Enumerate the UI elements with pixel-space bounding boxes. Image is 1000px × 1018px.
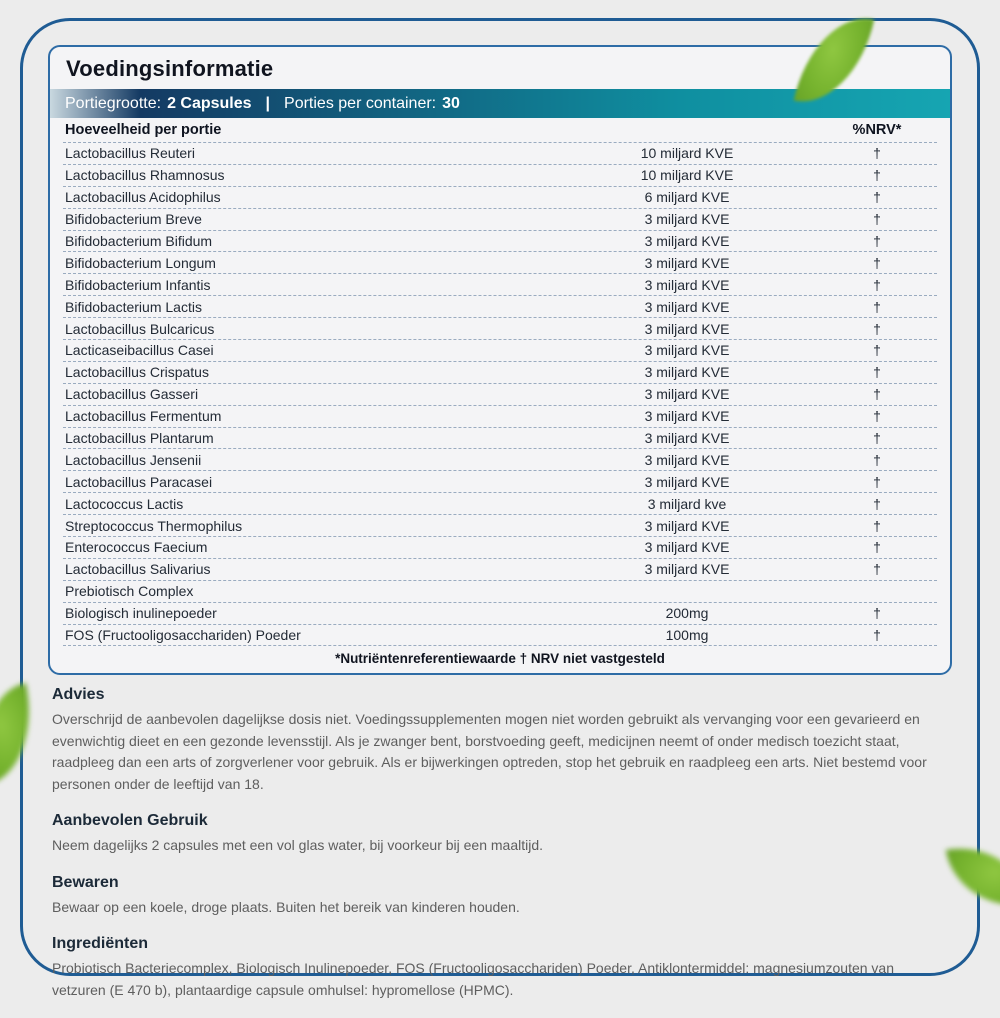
- ingredient-nrv: †: [873, 298, 881, 315]
- ingredient-name: Lactobacillus Bulcaricus: [65, 320, 215, 337]
- table-row: [63, 558, 937, 580]
- ingredient-amount: 200mg: [665, 605, 709, 622]
- ingredient-amount: 3 miljard KVE: [644, 298, 730, 315]
- ingredient-name: Prebiotisch Complex: [65, 583, 194, 600]
- ingredient-amount: 3 miljard KVE: [644, 233, 730, 249]
- ingredient-name: Lactobacillus Paracasei: [65, 473, 213, 490]
- nrv-header: %NRV*: [852, 122, 902, 138]
- section-heading: Bewaren: [52, 873, 119, 891]
- table-row: [63, 339, 937, 361]
- ingredient-name: Lactobacillus Jensenii: [65, 451, 202, 468]
- ingredient-amount: 3 miljard KVE: [644, 276, 730, 293]
- info-sections: [52, 686, 948, 1018]
- ingredient-amount: 3 miljard KVE: [644, 561, 730, 578]
- section-heading: Ingrediënten: [52, 935, 149, 952]
- section-body: Bewaar op een koele, droge plaats. Buiten het bereik van kinderen houden.: [52, 898, 520, 915]
- ingredient-name: Lactobacillus Gasseri: [65, 386, 199, 403]
- table-row: [63, 470, 937, 492]
- ingredient-name: Lactobacillus Acidophilus: [65, 189, 221, 206]
- servings-per-container-label: Porties per container:: [284, 94, 437, 112]
- table-row: [63, 514, 937, 536]
- table-row: [63, 361, 937, 383]
- ingredient-name: Biologisch inulinepoeder: [65, 605, 217, 622]
- table-row: [63, 602, 937, 624]
- ingredient-amount: 3 miljard KVE: [644, 408, 730, 425]
- table-row: [63, 405, 937, 427]
- ingredient-amount: 10 miljard KVE: [640, 167, 734, 184]
- ingredient-amount: 3 miljard kve: [647, 495, 727, 512]
- ingredient-name: Lactobacillus Salivarius: [65, 561, 211, 578]
- bewaren-section: [52, 874, 948, 919]
- ingredient-nrv: †: [873, 517, 881, 534]
- ingredient-amount: 3 miljard KVE: [644, 517, 730, 534]
- servings-per-container-value: 30: [442, 94, 460, 112]
- section-body: Overschrijd de aanbevolen dagelijkse dosis niet. Voedingssupplementen mogen niet worden gebruikt als vervanging voor een gevarieerd en evenwichtig dieet en een gezonde levensstijl. Als je zwanger bent, borstvoeding geeft, medicijnen neemt of onder medisch toezicht staat, raadpleeg dan een arts of zorgverlener voor gebruik. Als er bijwerkingen optreden, stop het gebruik en raadpleeg een arts. Niet bestemd voor personen onder de leeftijd van 18.: [52, 711, 927, 792]
- section-heading: Aanbevolen Gebruik: [52, 812, 208, 829]
- ingredient-nrv: †: [873, 189, 881, 206]
- ingredient-name: Bifidobacterium Lactis: [65, 298, 202, 315]
- leaf-icon: [0, 683, 45, 785]
- table-row: [63, 164, 937, 186]
- table-row: [63, 383, 937, 405]
- ingredienten-section: [52, 935, 948, 1001]
- ingredient-amount: 100mg: [665, 627, 709, 644]
- serving-bar-separator: |: [265, 94, 271, 112]
- table-row: [63, 448, 937, 470]
- amount-per-serving-header: Hoeveelheid per portie: [65, 122, 222, 138]
- table-row: [63, 492, 937, 514]
- ingredient-amount: 3 miljard KVE: [644, 539, 730, 556]
- table-header-row: [63, 118, 937, 142]
- ingredient-amount: 3 miljard KVE: [644, 451, 730, 468]
- ingredient-name: Bifidobacterium Bifidum: [65, 233, 213, 249]
- serving-size-label: Portiegrootte:: [65, 94, 162, 112]
- ingredient-name: Lactobacillus Fermentum: [65, 408, 222, 425]
- table-row: [63, 186, 937, 208]
- section-body: Neem dagelijks 2 capsules met een vol glas water, bij voorkeur bij een maaltijd.: [52, 837, 544, 853]
- ingredient-nrv: †: [873, 605, 881, 622]
- ingredient-name: Lactobacillus Crispatus: [65, 364, 209, 381]
- ingredient-nrv: †: [873, 254, 881, 271]
- ingredient-amount: 10 miljard KVE: [640, 145, 734, 162]
- ingredient-name: Lactococcus Lactis: [65, 495, 184, 512]
- ingredient-amount: 3 miljard KVE: [644, 254, 730, 271]
- section-body: Probiotisch Bacteriecomplex, Biologisch Inulinepoeder, FOS (Fructooligosacchariden) Poeder, Antiklontermiddel: magnesiumzouten van vetzuren (E 470 b), plantaardige capsule omhulsel: hypromellose (HPMC).: [52, 960, 895, 998]
- ingredient-nrv: †: [873, 430, 881, 447]
- facts-table-body: [63, 142, 937, 645]
- ingredient-name: Bifidobacterium Longum: [65, 254, 216, 271]
- ingredient-nrv: †: [873, 320, 881, 337]
- ingredient-nrv: †: [873, 342, 881, 359]
- ingredient-name: Bifidobacterium Breve: [65, 211, 202, 228]
- ingredient-nrv: †: [873, 539, 881, 556]
- ingredient-nrv: †: [873, 495, 881, 512]
- ingredient-amount: 3 miljard KVE: [644, 430, 730, 447]
- ingredient-nrv: †: [873, 145, 881, 162]
- table-row: [63, 142, 937, 164]
- ingredient-name: Lactobacillus Plantarum: [65, 430, 214, 447]
- facts-table: [50, 118, 950, 673]
- ingredient-nrv: †: [873, 167, 881, 184]
- ingredient-name: Lacticaseibacillus Casei: [65, 342, 214, 359]
- ingredient-nrv: †: [873, 627, 881, 644]
- advies-section: [52, 686, 948, 795]
- ingredient-nrv: †: [873, 211, 881, 228]
- ingredient-nrv: †: [873, 233, 881, 249]
- ingredient-amount: 3 miljard KVE: [644, 320, 730, 337]
- ingredient-amount: 3 miljard KVE: [644, 473, 730, 490]
- table-row: [63, 251, 937, 273]
- table-row: [63, 273, 937, 295]
- ingredient-nrv: †: [873, 561, 881, 578]
- table-row: [63, 208, 937, 230]
- ingredient-amount: 3 miljard KVE: [644, 364, 730, 381]
- nutrition-facts-panel: [48, 45, 952, 675]
- panel-title: Voedingsinformatie: [66, 56, 274, 81]
- leaf-icon: [946, 837, 1000, 917]
- ingredient-name: Lactobacillus Rhamnosus: [65, 167, 225, 184]
- ingredient-nrv: †: [873, 473, 881, 490]
- table-row: [63, 295, 937, 317]
- ingredient-nrv: †: [873, 386, 881, 403]
- ingredient-name: Streptococcus Thermophilus: [65, 517, 243, 534]
- table-row: [63, 317, 937, 339]
- table-row: [63, 427, 937, 449]
- ingredient-nrv: †: [873, 276, 881, 293]
- ingredient-nrv: †: [873, 408, 881, 425]
- table-row: [63, 230, 937, 252]
- table-row: [63, 580, 937, 602]
- ingredient-nrv: †: [873, 364, 881, 381]
- ingredient-amount: 6 miljard KVE: [644, 189, 730, 206]
- table-footnote: *Nutriëntenreferentiewaarde † NRV niet vastgesteld: [63, 645, 937, 673]
- ingredient-name: FOS (Fructooligosacchariden) Poeder: [65, 627, 301, 644]
- ingredient-amount: 3 miljard KVE: [644, 386, 730, 403]
- ingredient-name: Lactobacillus Reuteri: [65, 145, 195, 162]
- ingredient-nrv: †: [873, 451, 881, 468]
- ingredient-name: Enterococcus Faecium: [65, 539, 208, 556]
- ingredient-amount: 3 miljard KVE: [644, 211, 730, 228]
- aanbevolen-gebruik-section: [52, 812, 948, 857]
- ingredient-name: Bifidobacterium Infantis: [65, 276, 211, 293]
- section-heading: Advies: [52, 686, 105, 703]
- ingredient-amount: 3 miljard KVE: [644, 342, 730, 359]
- serving-size-value: 2 Capsules: [167, 94, 252, 112]
- table-row: [63, 624, 937, 646]
- table-row: [63, 536, 937, 558]
